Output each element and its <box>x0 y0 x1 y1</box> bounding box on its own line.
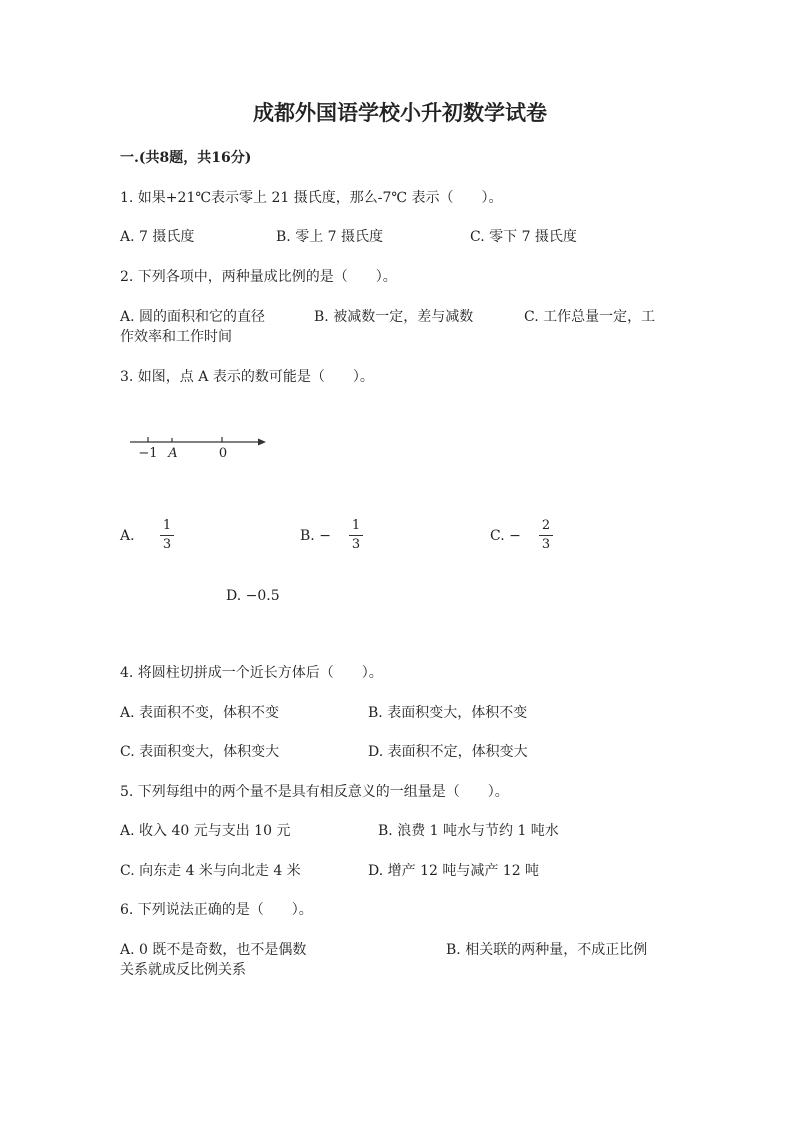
question-2-option-c[interactable]: C. 工作总量一定，工 <box>524 309 656 325</box>
question-1-option-c[interactable]: C. 零下 7 摄氏度 <box>470 229 577 245</box>
question-6-stem: 6. 下列说法正确的是（ ）。 <box>120 902 313 918</box>
question-6-option-a[interactable]: A. 0 既不是奇数，也不是偶数 <box>120 942 307 958</box>
fraction-bar <box>160 535 174 536</box>
label-zero: 0 <box>218 446 228 461</box>
label-minus-one: −1 <box>138 446 158 461</box>
question-1-option-a[interactable]: A. 7 摄氏度 <box>120 229 195 245</box>
question-6-option-b[interactable]: B. 相关联的两种量，不成正比例 <box>446 942 648 958</box>
question-3-option-c[interactable]: C. − <box>490 528 521 544</box>
question-3-option-c-fraction <box>538 519 554 552</box>
question-3-option-a-fraction <box>159 519 175 552</box>
question-3-option-a[interactable]: A. <box>120 528 135 544</box>
question-3-option-d[interactable]: D. −0.5 <box>226 588 280 604</box>
section-heading: 一.(共8题，共16分) <box>120 150 252 166</box>
question-4-option-d[interactable]: D. 表面积不定，体积变大 <box>368 744 528 760</box>
fraction-denominator: 3 <box>541 537 551 552</box>
question-4-option-c[interactable]: C. 表面积变大，体积变大 <box>120 744 280 760</box>
question-2-option-c-continued: 作效率和工作时间 <box>120 329 232 345</box>
number-line-figure <box>126 430 276 466</box>
question-5-option-d[interactable]: D. 增产 12 吨与减产 12 吨 <box>368 863 540 879</box>
question-6-option-b-continued: 关系就成反比例关系 <box>120 962 246 978</box>
question-2-option-a[interactable]: A. 圆的面积和它的直径 <box>120 309 266 325</box>
fraction-denominator: 3 <box>162 537 172 552</box>
question-1-option-b[interactable]: B. 零上 7 摄氏度 <box>276 229 383 245</box>
question-4-option-a[interactable]: A. 表面积不变，体积不变 <box>120 705 280 721</box>
fraction-numerator: 1 <box>162 518 172 533</box>
label-point-a: A <box>168 446 178 461</box>
question-2-stem: 2. 下列各项中，两种量成比例的是（ ）。 <box>120 269 397 285</box>
fraction-numerator: 2 <box>541 518 551 533</box>
question-5-stem: 5. 下列每组中的两个量不是具有相反意义的一组量是（ ）。 <box>120 784 509 800</box>
question-3-option-b-fraction <box>348 519 364 552</box>
number-line-arrow-icon <box>258 439 266 446</box>
fraction-bar <box>349 535 363 536</box>
question-1-stem: 1. 如果+21℃表示零上 21 摄氏度，那么-7℃ 表示（ ）。 <box>120 190 503 206</box>
fraction-bar <box>539 535 553 536</box>
question-2-option-b[interactable]: B. 被减数一定，差与减数 <box>314 309 474 325</box>
fraction-numerator: 1 <box>351 518 361 533</box>
question-5-option-c[interactable]: C. 向东走 4 米与向北走 4 米 <box>120 863 301 879</box>
page-title: 成都外国语学校小升初数学试卷 <box>253 100 547 125</box>
fraction-denominator: 3 <box>351 537 361 552</box>
question-4-option-b[interactable]: B. 表面积变大，体积不变 <box>368 705 528 721</box>
question-3-stem: 3. 如图，点 A 表示的数可能是（ ）。 <box>120 369 374 385</box>
question-3-option-b[interactable]: B. − <box>300 528 331 544</box>
question-5-option-a[interactable]: A. 收入 40 元与支出 10 元 <box>120 823 291 839</box>
question-5-option-b[interactable]: B. 浪费 1 吨水与节约 1 吨水 <box>378 823 559 839</box>
question-4-stem: 4. 将圆柱切拼成一个近长方体后（ ）。 <box>120 665 383 681</box>
